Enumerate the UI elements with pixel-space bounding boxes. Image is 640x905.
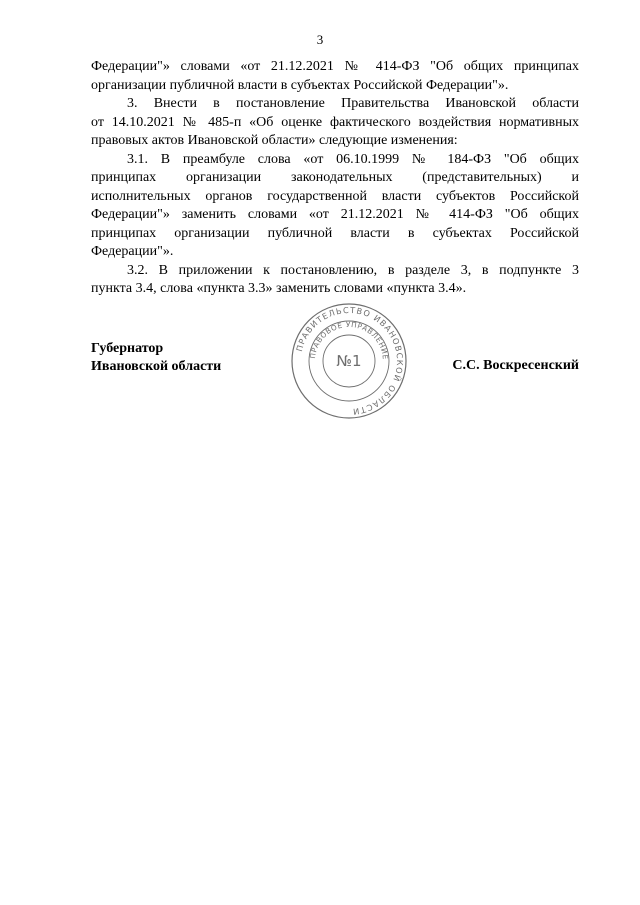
paragraph-item-3 bbox=[91, 95, 579, 114]
paragraph-item-3-1 bbox=[91, 151, 579, 170]
signatory-name: С.С. Воскресенский bbox=[452, 358, 579, 373]
text-line: пункта 3.4, слова «пункта 3.3» заменить словами «пункта 3.4». bbox=[91, 281, 467, 296]
paragraph-item-3-1-line bbox=[91, 188, 579, 207]
official-seal bbox=[287, 302, 411, 420]
paragraph-continuation-end bbox=[91, 77, 579, 96]
signatory-region: Ивановской области bbox=[91, 359, 222, 374]
paragraph-item-3-1-line bbox=[91, 169, 579, 188]
text-line: правовых актов Ивановской области» следующие изменения: bbox=[91, 133, 458, 148]
text-line: исполнительных органов государственной власти субъектов Российской bbox=[91, 188, 579, 204]
page-number: 3 bbox=[316, 32, 324, 47]
text-line: организации публичной власти в субъектах Российской Федерации"». bbox=[91, 77, 509, 93]
text-line: принципах организации публичной власти в субъектах Российской bbox=[91, 225, 579, 241]
paragraph-item-3-end bbox=[91, 132, 579, 151]
text-line: Федерации"». bbox=[91, 244, 174, 259]
paragraph-item-3-1-end bbox=[91, 243, 579, 262]
signatory-title bbox=[91, 340, 221, 376]
signatory-position: Губернатор bbox=[91, 341, 164, 356]
seal-outer-text: ПРАВИТЕЛЬСТВО ИВАНОВСКОЙ ОБЛАСТИ bbox=[293, 304, 406, 417]
paragraph-item-3-line bbox=[91, 114, 579, 133]
text-line: 3.2. В приложении к постановлению, в разделе 3, в подпункте 3 bbox=[127, 262, 579, 278]
text-line: от 14.10.2021 № 485-п «Об оценке фактического воздействия нормативных bbox=[91, 114, 579, 130]
text-line: Федерации"» словами «от 21.12.2021 № 414-ФЗ "Об общих принципах bbox=[91, 59, 579, 74]
paragraph-item-3-1-line bbox=[91, 206, 579, 225]
seal-number: №1 bbox=[336, 352, 362, 370]
text-line: Федерации"» заменить словами «от 21.12.2021 № 414-ФЗ "Об общих bbox=[91, 207, 579, 222]
text-line: 3.1. В преамбуле слова «от 06.10.1999 № 184-ФЗ "Об общих bbox=[127, 151, 579, 167]
text-line: 3. Внести в постановление Правительства Ивановской области bbox=[127, 96, 579, 111]
paragraph-item-3-1-line bbox=[91, 225, 579, 244]
paragraph-continuation bbox=[91, 58, 579, 77]
text-line: принципах организации законодательных (представительных) и bbox=[91, 170, 579, 185]
seal-inner-text: ПРАВОВОЕ УПРАВЛЕНИЕ bbox=[308, 319, 391, 361]
document-body bbox=[91, 58, 579, 299]
paragraph-item-3-2 bbox=[91, 262, 579, 281]
paragraph-item-3-2-end bbox=[91, 280, 579, 299]
signature-block bbox=[91, 304, 579, 440]
